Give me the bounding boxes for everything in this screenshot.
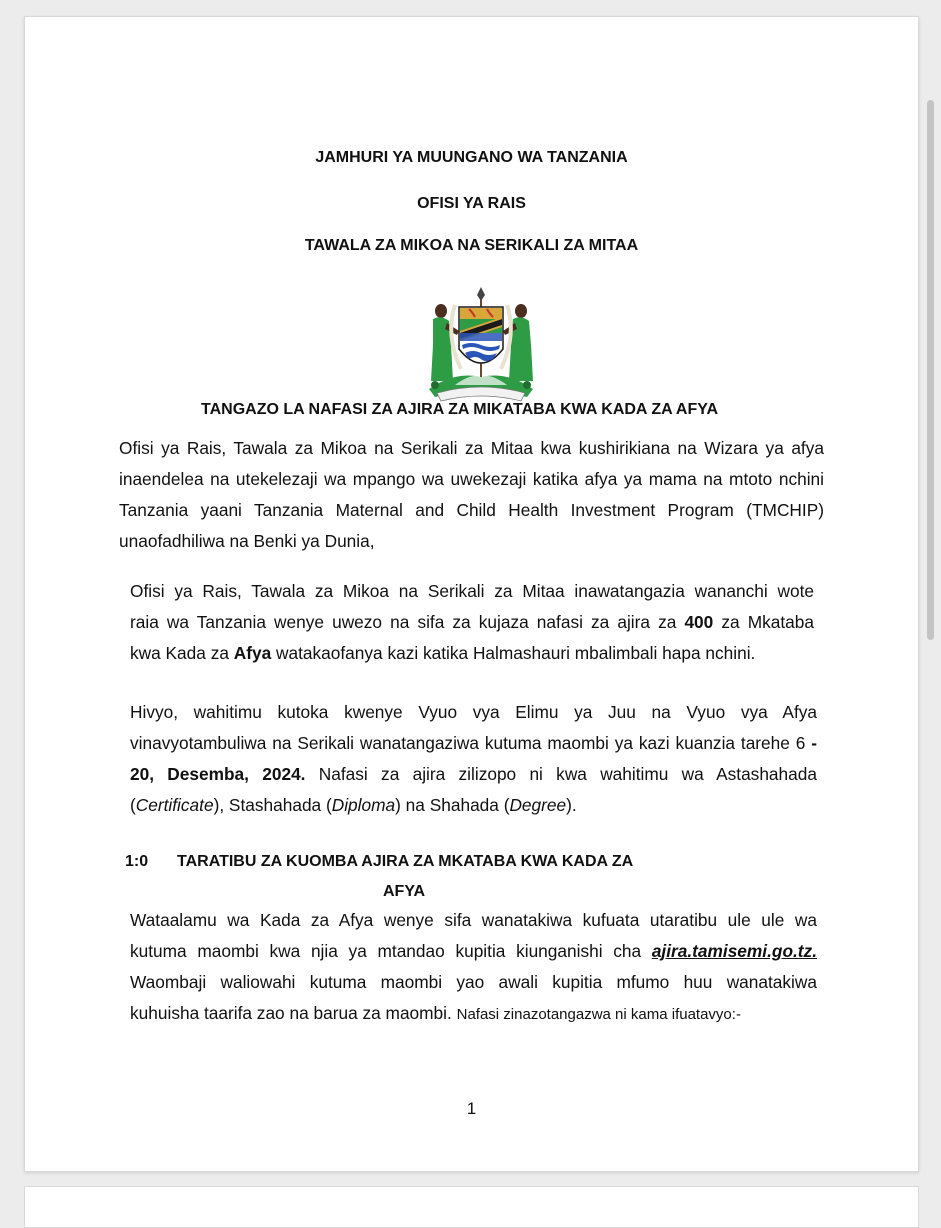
text-line: Wataalamu wa Kada za Afya wenye sifa wanatakiwa kufuata utaratibu ule ule wa — [130, 910, 817, 930]
text-line: Tanzania yaani Tanzania Maternal and Child Health Investment Program (TMCHIP) — [119, 500, 824, 520]
text-line: inaendelea na utekelezaji wa mpango wa uwekezaji katika afya ya mama na mtoto nchini — [119, 469, 824, 489]
scrollbar[interactable] — [927, 100, 934, 640]
text-line: raia wa Tanzania wenye uwezo na sifa za kujaza nafasi za ajira za 400 za Mkataba — [130, 612, 814, 632]
header-line-3: TAWALA ZA MIKOA NA SERIKALI ZA MITAA — [304, 237, 639, 254]
text-line: kuhuisha taarifa zao na barua za maombi. Nafasi zinazotangazwa ni kama ifuatavyo:- — [130, 1003, 741, 1023]
paragraph-procedure — [130, 905, 817, 1030]
section-title-line-2: AFYA — [383, 883, 426, 900]
application-deadline: 20, Desemba, 2024. — [130, 764, 306, 784]
text-line: Waombaji waliowahi kutuma maombi yao awali kupitia mfumo huu wanatakiwa — [130, 972, 817, 992]
text-line: Hivyo, wahitimu kutoka kwenye Vyuo vya Elimu ya Juu na Vyuo vya Afya — [130, 702, 817, 722]
tanzania-coat-of-arms-icon — [415, 285, 547, 407]
text-line: vinavyotambuliwa na Serikali wanatangaziwa kutuma maombi ya kazi kuanzia tarehe 6 - — [130, 733, 817, 753]
text-line: 20, Desemba, 2024. Nafasi za ajira zilizopo ni kwa wahitimu wa Astashahada — [130, 764, 817, 784]
text-line: (Certificate), Stashahada (Diploma) na Shahada (Degree). — [130, 795, 577, 815]
text-line: unaofadhiliwa na Benki ya Dunia, — [119, 531, 375, 551]
document-page — [24, 16, 919, 1172]
header-line-1: JAMHURI YA MUUNGANO WA TANZANIA — [315, 149, 628, 166]
next-page-edge — [24, 1186, 919, 1228]
paragraph-intro — [119, 433, 824, 557]
text-line: kwa Kada za Afya watakaofanya kazi katika Halmashauri mbalimbali hapa nchini. — [130, 643, 756, 663]
text-line: kutuma maombi kwa njia ya mtandao kupitia kiunganishi cha ajira.tamisemi.go.tz. — [130, 941, 817, 961]
section-title-line-1: TARATIBU ZA KUOMBA AJIRA ZA MKATABA KWA KADA ZA — [177, 853, 634, 870]
paragraph-eligibility — [130, 697, 817, 821]
text-line: Ofisi ya Rais, Tawala za Mikoa na Serikali za Mitaa inawatangazia wananchi wote — [130, 581, 814, 601]
document-title: TANGAZO LA NAFASI ZA AJIRA ZA MIKATABA KWA KADA ZA AFYA — [201, 401, 718, 418]
text-line: Ofisi ya Rais, Tawala za Mikoa na Serikali za Mitaa kwa kushirikiana na Wizara ya afya — [119, 438, 824, 458]
vacancy-count: 400 — [684, 612, 714, 632]
section-number: 1:0 — [125, 853, 149, 870]
paragraph-announcement — [130, 576, 814, 669]
header-line-2: OFISI YA RAIS — [417, 195, 526, 212]
page-number: 1 — [466, 1099, 477, 1118]
ajira-portal-link[interactable]: ajira.tamisemi.go.tz. — [651, 941, 817, 961]
